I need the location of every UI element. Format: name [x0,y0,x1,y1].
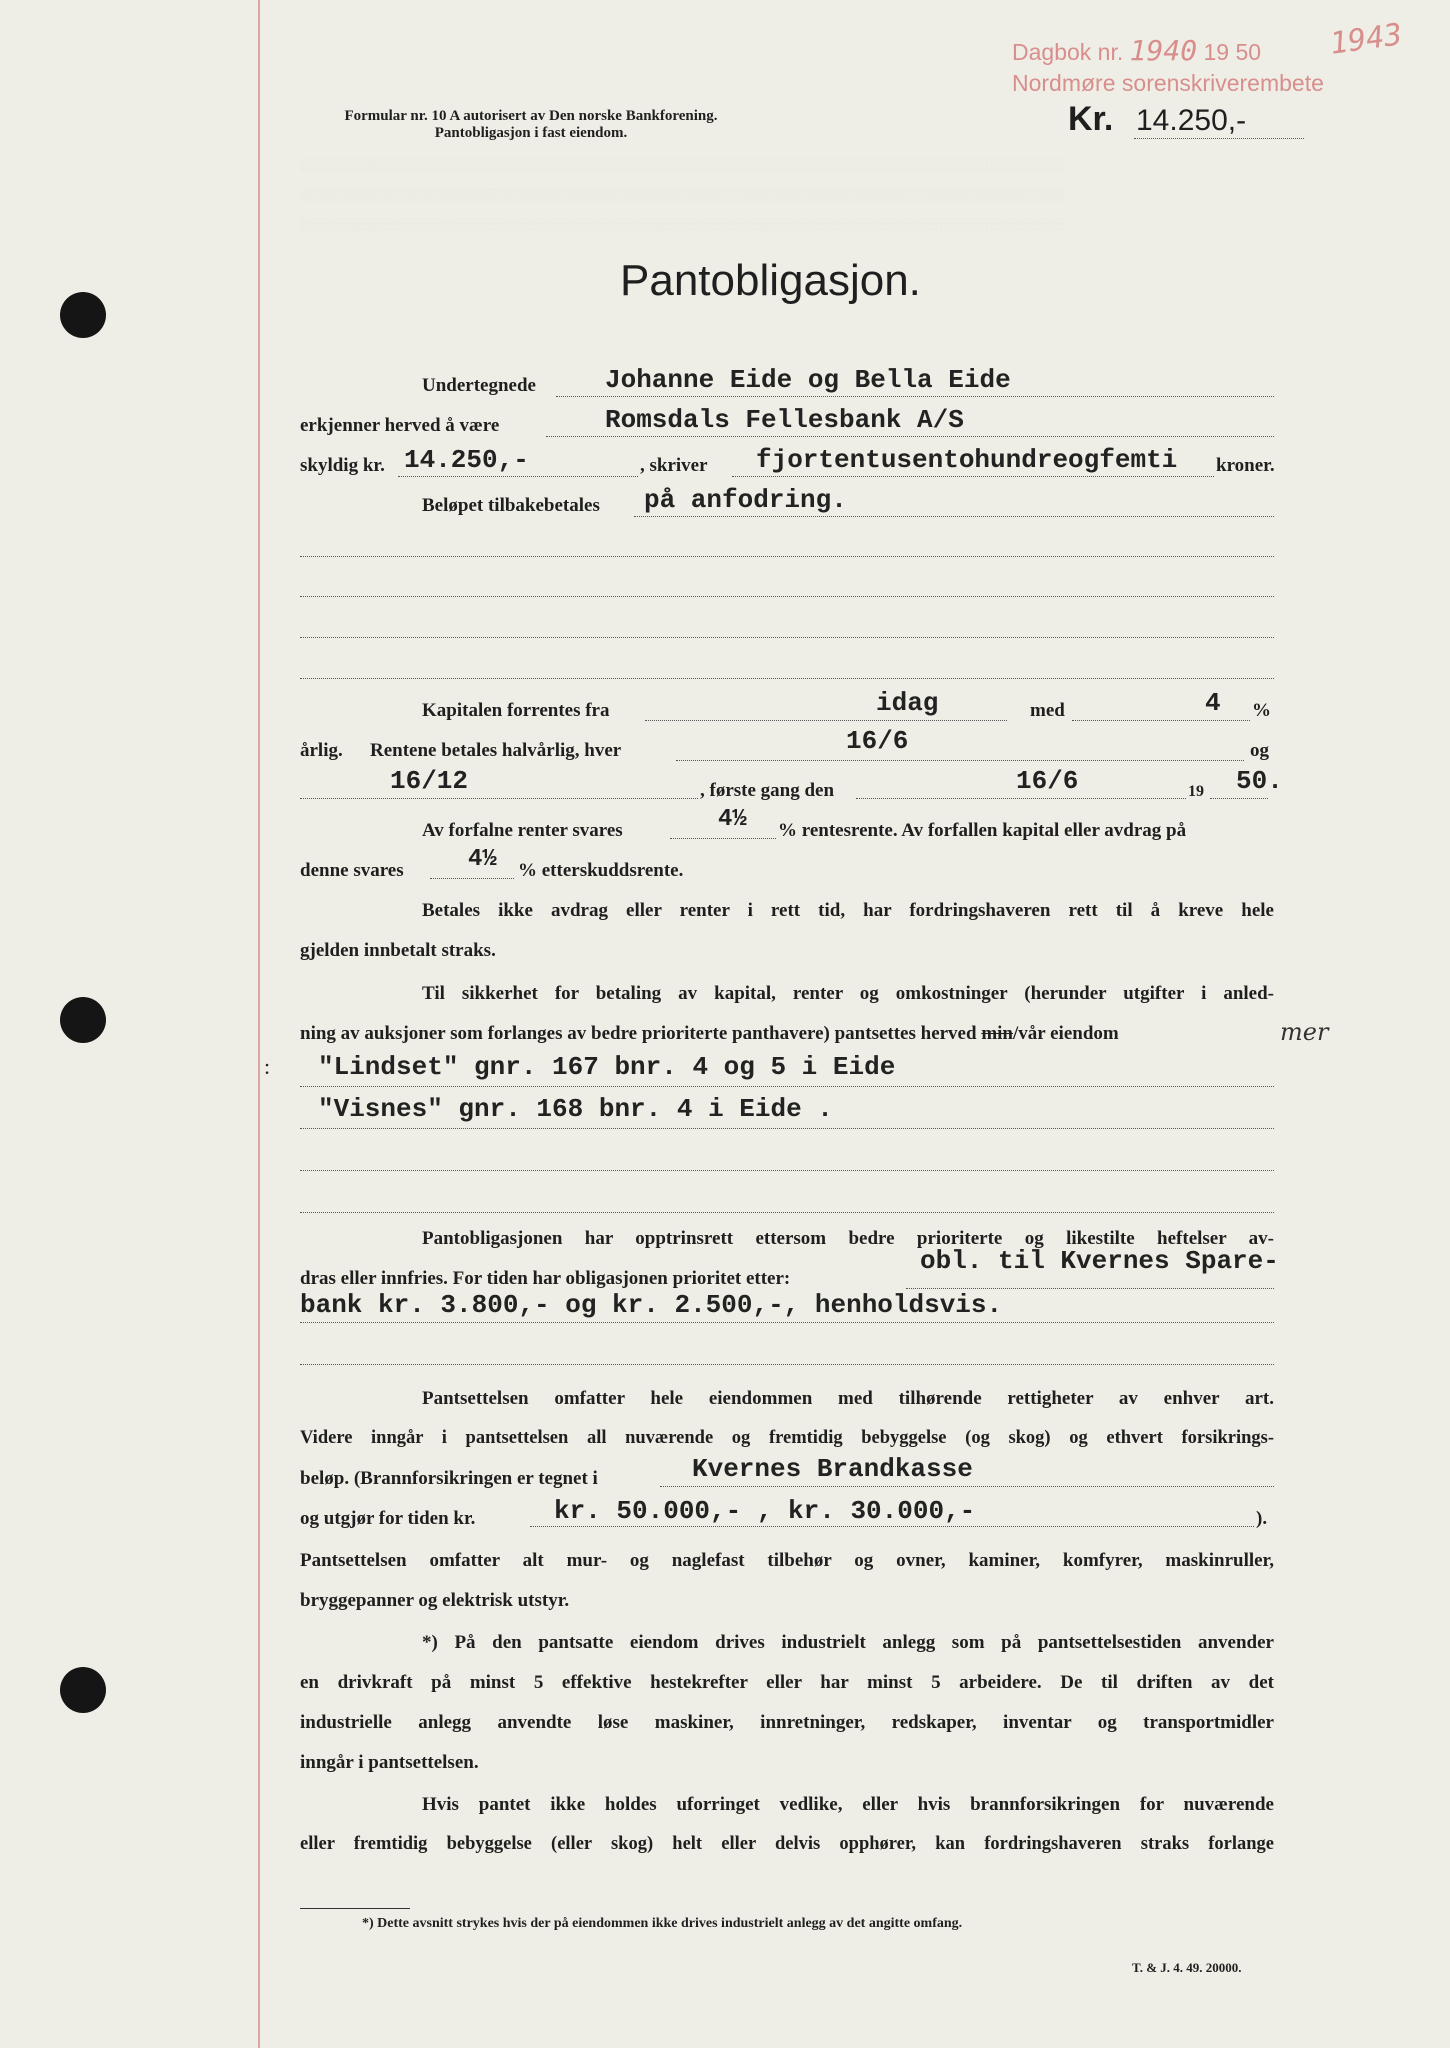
med-label: med [1030,700,1065,721]
payment-date-1: 16/6 [846,726,909,756]
first-payment-date: 16/6 [1016,766,1079,796]
rule [1072,720,1250,721]
dagbok-number: 1940 [1129,34,1198,67]
paragraph-line: Til sikkerhet for betaling av kapital, renter og omkostninger (herunder utgifter i anled- [422,983,1274,1004]
rule [856,798,1186,799]
rule [1210,798,1268,799]
interest-rate: 4 [1205,688,1221,718]
paragraph-line: Hvis pantet ikke holdes uforringet vedlike, eller hvis brannforsikringen for nuværende [422,1794,1274,1815]
rule [556,396,1274,397]
year-prefix: 19 [1188,783,1204,800]
erkjenner-value: Romsdals Fellesbank A/S [605,405,964,435]
rule [634,516,1274,517]
rule [300,1212,1274,1213]
etter-rate: 4½ [468,846,497,873]
rule [300,678,1274,679]
rule [300,596,1274,597]
office-stamp: Nordmøre sorenskriverembete [1012,70,1324,96]
priority-text-1: obl. til Kvernes Spare- [920,1246,1279,1276]
paragraph-line: Videre inngår i pantsettelsen all nuværende og fremtidig bebyggelse (og skog) og ethvert forsikrings- [300,1428,1274,1448]
kapitalen-from: idag [876,688,939,718]
rule [906,1288,1274,1289]
paragraph-line: industrielle anlegg anvendte løse maskiner, innretninger, redskaper, inventar og transportmidler [300,1712,1274,1733]
printer-mark: T. & J. 4. 49. 20000. [1132,1960,1242,1975]
rule [670,838,776,839]
rule [546,436,1274,437]
amount-label: Kr. [1068,100,1114,138]
pledge-text: ning av auksjoner som forlanges av bedre prioriterte panthavere) pantsettes herved [300,1023,977,1044]
form-info [296,108,766,142]
year-suffix: 50. [1236,766,1283,796]
paragraph-line: en drivkraft på minst 5 effektive hestekrefter eller har minst 5 arbeidere. De til driften av det [300,1672,1274,1693]
skyldig-label: skyldig kr. [300,455,385,476]
etter-label: % etterskuddsrente. [518,860,684,881]
struck-word: min [981,1023,1013,1044]
amount-value: 14.250,- [1136,104,1247,137]
punch-hole [60,1667,106,1713]
rule [732,476,1214,477]
reverse-show-through: ░░░░░░░░░░░░░░░░░░░░░░░░░░░░░░░░░░░░░░░░░░░░░░░░░░░░░░░░░░░░░░░░░░░░░░░░░░░░░░░░░░░ ░░░░░░░░░░░░░░░░░░░░░░░░░░░░░░░░░░░░░░░░░░░░░░░░░░░░░░░░░░░░░░░░░░░░░░░░░░░░░░░░░░░ ░░░░░░░░░░░░░░░░░░░░░░░░░░░░░░░░░░░░░░░░░░░░░░░░░░░░░░░░░░░░░░░░░░░░░░░░░░░░░░░░░░░ [300,157,1065,232]
rule [300,1364,1274,1365]
footnote-rule [300,1908,410,1909]
paragraph-line: beløp. (Brannforsikringen er tegnet i [300,1468,598,1489]
property-2: "Visnes" gnr. 168 bnr. 4 i Eide . [318,1094,833,1124]
paragraph-line: Pantsettelsen omfatter hele eiendommen med tilhørende rettigheter av enhver art. [422,1388,1274,1409]
belop-label: Beløpet tilbakebetales [422,495,600,516]
erkjenner-label: erkjenner herved å være [300,415,500,436]
rule [430,878,514,879]
insurance-amounts: kr. 50.000,- , kr. 30.000,- [554,1496,976,1526]
rule [530,1526,1254,1527]
paren-close: ). [1256,1508,1268,1529]
handwritten-word: mer [1280,1018,1329,1046]
payment-date-2: 16/12 [390,766,469,796]
skriver-label: , skriver [640,455,708,476]
rentesrente-text: % rentesrente. Av forfallen kapital eller avdrag på [778,820,1187,841]
rule [660,1486,1274,1487]
rule [300,1170,1274,1171]
undertegnede-label: Undertegnede [422,375,536,396]
arlig-label: årlig. [300,740,343,761]
rule [300,1086,1274,1087]
margin-line [258,0,260,2048]
priority-text-2: bank kr. 3.800,- og kr. 2.500,-, henholdsvis. [300,1290,1003,1320]
form-info-line2: Pantobligasjon i fast eiendom. [434,125,628,141]
rule [676,760,1244,761]
rule [300,556,1274,557]
rule [300,637,1274,638]
footnote: *) Dette avsnitt strykes hvis der på eiendommen ikke drives industrielt anlegg av det angitte omfang. [362,1916,963,1931]
rule [1134,138,1304,139]
rule [645,720,1007,721]
paragraph-line: inngår i pantsettelsen. [300,1752,479,1773]
belop-value: på anfodring. [644,485,847,515]
forfalne-label: Av forfalne renter svares [422,820,623,841]
rule [398,476,638,477]
punch-hole [60,292,106,338]
paragraph-line [300,1023,1119,1045]
paragraph-line: bryggepanner og elektrisk utstyr. [300,1590,570,1611]
rentes-rate: 4½ [718,806,747,833]
rule [300,1128,1274,1129]
paragraph-line: og utgjør for tiden kr. [300,1508,476,1529]
undertegnede-value: Johanne Eide og Bella Eide [605,365,1011,395]
pledge-text-end: /vår eiendom [1013,1023,1119,1044]
dagbok-stamp [1012,34,1261,67]
paragraph-line: dras eller innfries. For tiden har obligasjonen prioritet etter: [300,1268,791,1289]
paragraph-line: *) På den pantsatte eiendom drives industrielt anlegg som på pantsettelsestiden anvender [422,1632,1274,1653]
margin-mark: : [264,1054,271,1079]
form-info-line1: Formular nr. 10 A autorisert av Den norske Bankforening. [344,108,718,124]
skyldig-value: 14.250,- [404,445,529,475]
paragraph-line: Betales ikke avdrag eller renter i rett tid, har fordringshaveren rett til å kreve hele [422,900,1274,921]
og-label: og [1250,740,1269,761]
skriver-value: fjortentusentohundreogfemti [756,445,1178,475]
denne-label: denne svares [300,860,404,881]
insurer-name: Kvernes Brandkasse [692,1454,973,1484]
kroner-label: kroner. [1216,455,1275,476]
paragraph-line: Pantobligasjonen har opptrinsrett ettersom bedre prioriterte og likestilte heftelser av- [422,1228,1274,1249]
page-title: Pantobligasjon. [620,256,921,305]
percent-sign: % [1252,700,1271,721]
dagbok-label: Dagbok nr. [1012,39,1124,65]
forste-label: , første gang den [700,780,835,801]
rule [300,798,698,799]
rule [300,1322,1274,1323]
renter-label: Rentene betales halvårlig, hver [370,740,622,761]
paragraph-line: Pantsettelsen omfatter alt mur- og naglefast tilbehør og ovner, kaminer, komfyrer, maskinruller, [300,1550,1274,1571]
kapitalen-label: Kapitalen forrentes fra [422,700,610,721]
paragraph-line: eller fremtidig bebyggelse (eller skog) helt eller delvis opphører, kan fordringshaveren straks forlange [300,1834,1274,1854]
dagbok-year: 19 50 [1203,39,1262,65]
punch-hole [60,997,106,1043]
paragraph-line: gjelden innbetalt straks. [300,940,496,961]
property-1: "Lindset" gnr. 167 bnr. 4 og 5 i Eide [318,1052,896,1082]
handwritten-number: 1943 [1327,17,1405,62]
